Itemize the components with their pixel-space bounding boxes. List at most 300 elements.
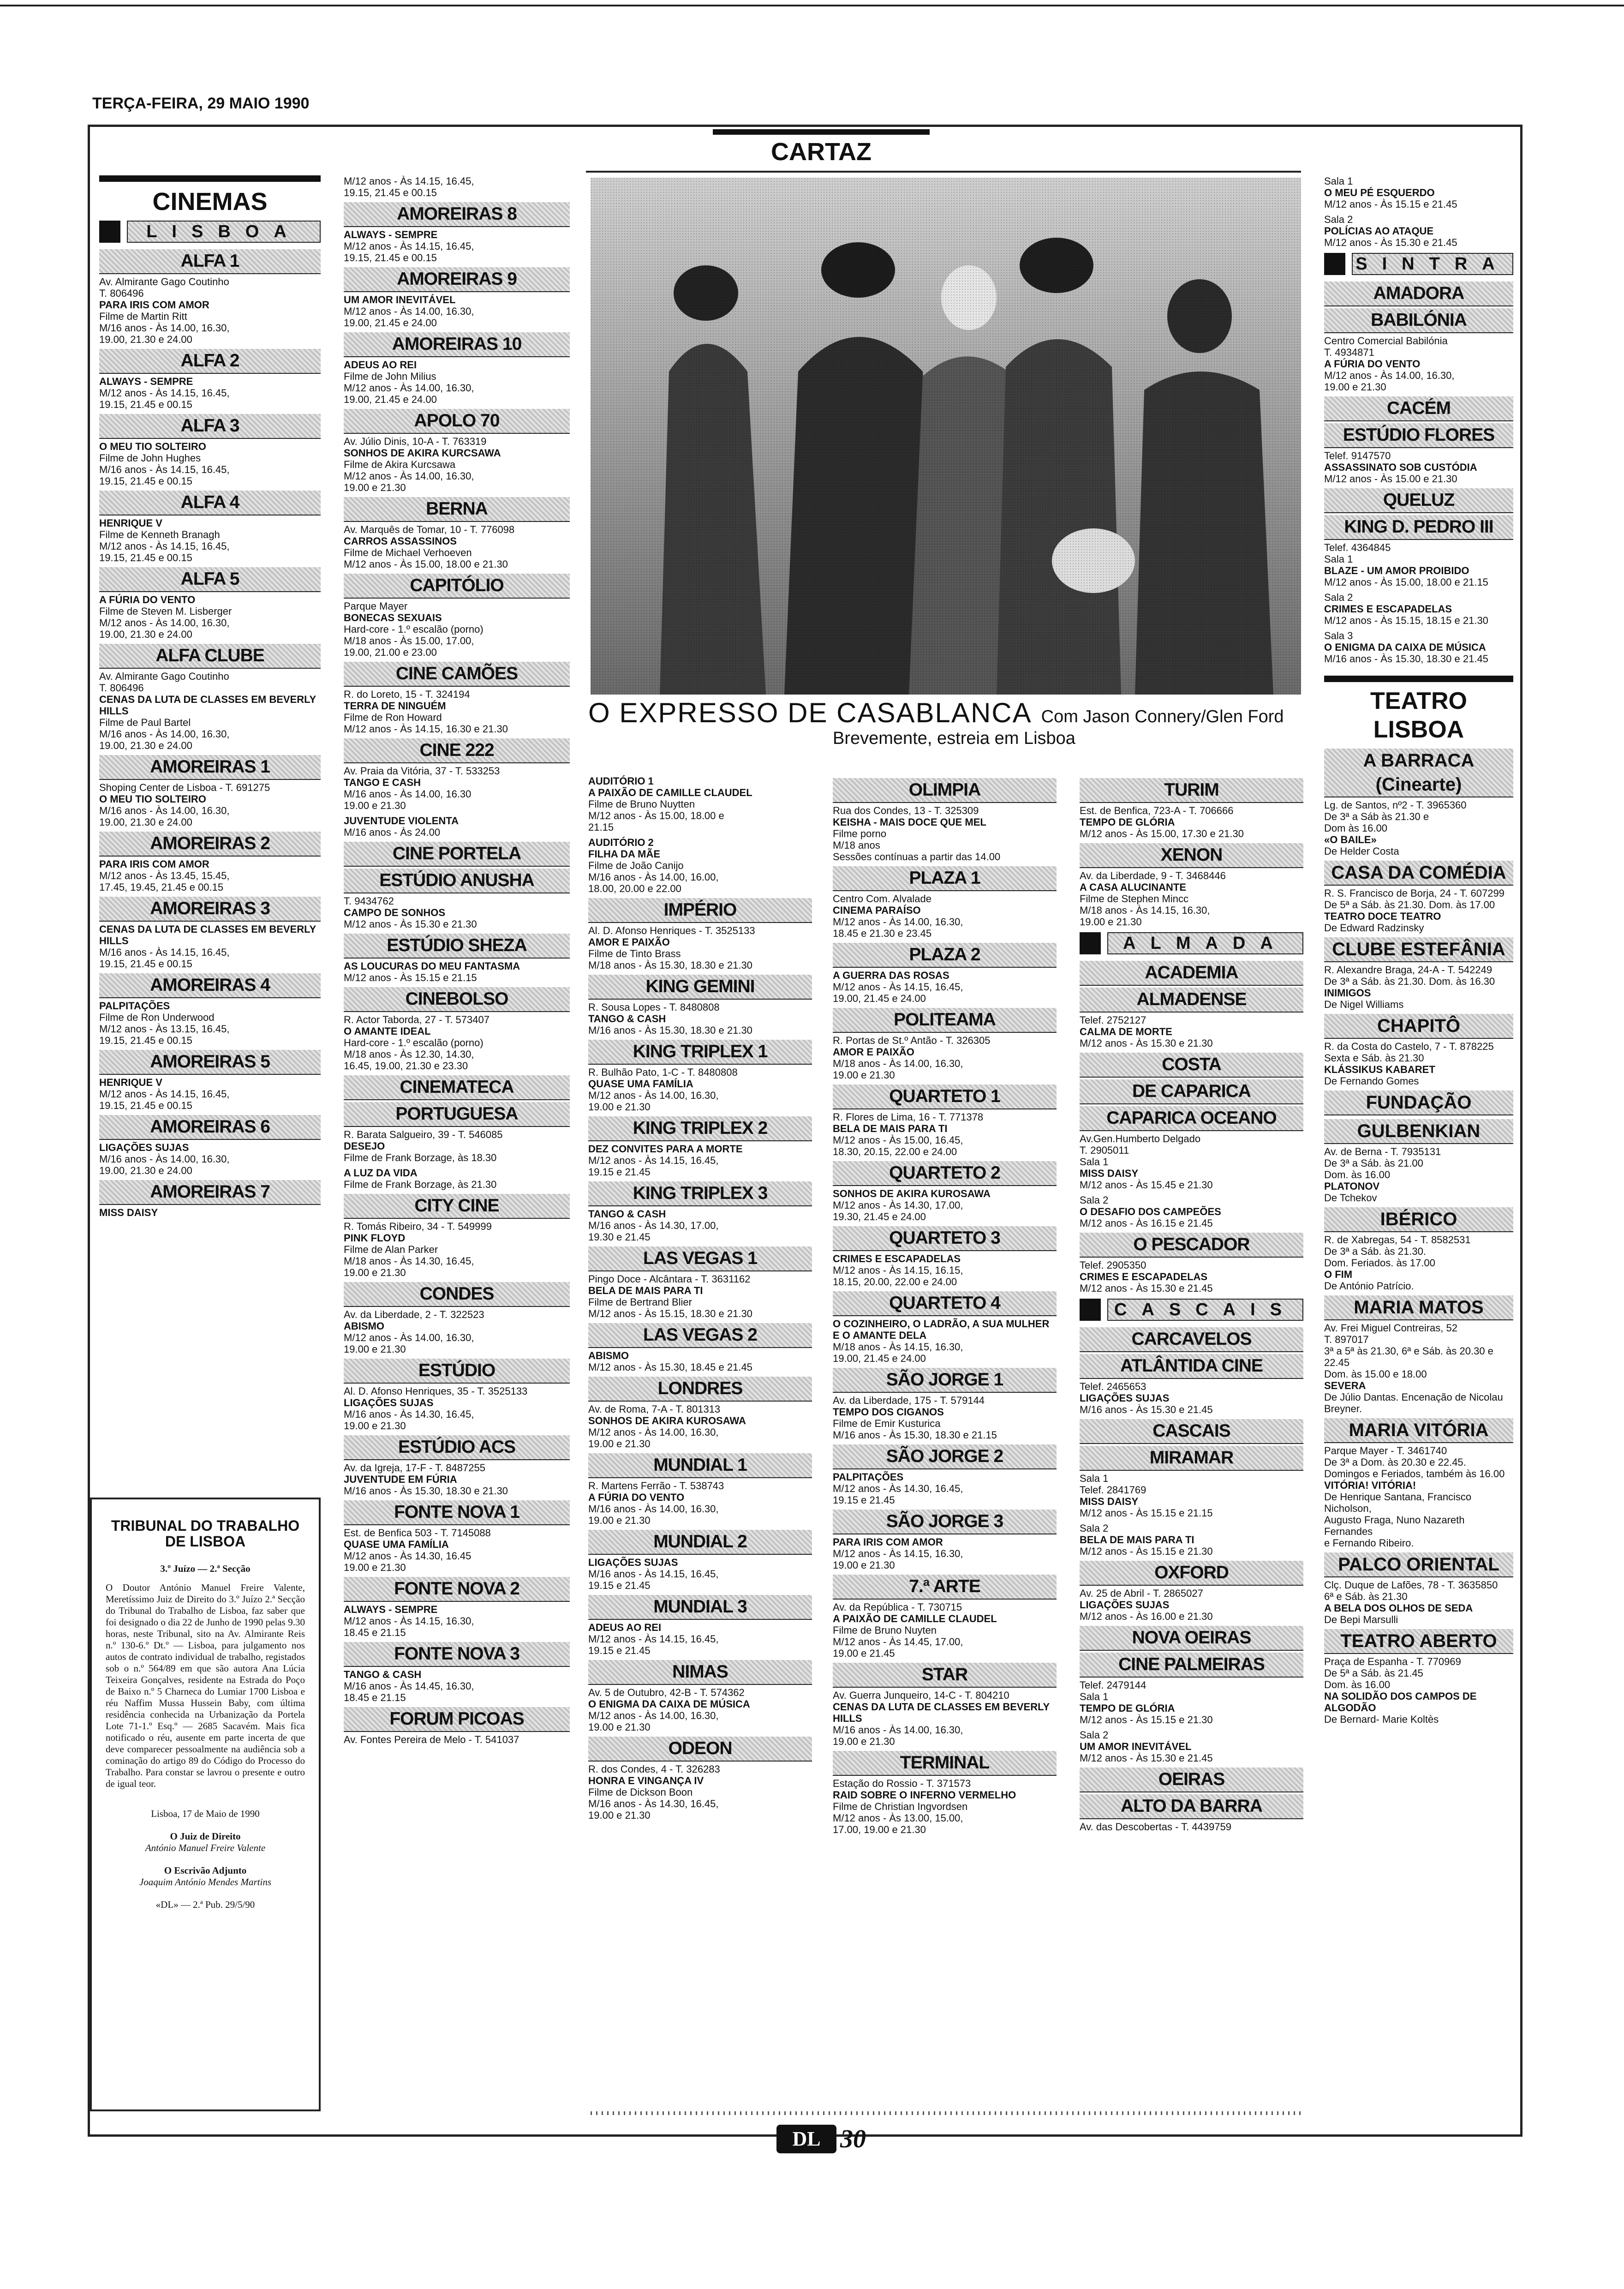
cinema-name: ESTÚDIO ACS: [344, 1435, 570, 1460]
showtimes: Filme de Steven M. Lisberger M/12 anos - Às 14.00, 16.30, 19.00, 21.30 e 24.00: [99, 605, 232, 640]
cinema-name: DE CAPARICA: [1080, 1079, 1303, 1104]
cinema-address: R. Bulhão Pato, 1-C - T. 8480808: [588, 1067, 738, 1078]
cinema-name: NIMAS: [588, 1660, 812, 1685]
listing-entry: [344, 294, 570, 329]
play-title: TEATRO DOCE TEATRO: [1324, 911, 1441, 922]
listing-entry: [344, 229, 570, 264]
cinema-name: KING GEMINI: [588, 975, 812, 1000]
play-title: A BELA DOS OLHOS DE SEDA: [1324, 1602, 1473, 1614]
cinema-name: CITY CINE: [344, 1194, 570, 1219]
listing-entry: [1080, 1014, 1303, 1049]
theatre-address: R. de Xabregas, 54 - T. 8582531 De 3ª a Sáb. às 21.30. Dom. Feriados. às 17.00: [1324, 1234, 1471, 1269]
showtimes: M/12 anos - Às 14.15, 16.45, 19.15, 21.45 e 00.15: [99, 387, 230, 410]
film-title: AMOR E PAIXÃO: [833, 1046, 914, 1058]
theatre-address: Praça de Espanha - T. 770969 De 5ª a Sáb. às 21.45 Dom. às 16.00: [1324, 1656, 1461, 1690]
listing-entry: [99, 671, 321, 751]
cinema-address: Av. Almirante Gago Coutinho T. 806496: [99, 276, 229, 299]
theatre-entry: [1324, 1656, 1513, 1725]
film-title: SONHOS DE AKIRA KUROSAWA: [588, 1415, 746, 1426]
showtimes: M/12 anos - Às 14.00, 16.30, 19.00 e 21.30: [588, 1710, 719, 1733]
listing-entry: [833, 1690, 1057, 1747]
showtimes: M/16 anos - Às 14.15, 16.45, 19.15, 21.45 e 00.15: [99, 947, 230, 970]
cinema-name: ATLÂNTIDA CINE: [1080, 1354, 1303, 1379]
film-title: TEMPO DOS CIGANOS: [833, 1406, 944, 1418]
cinema-name: MUNDIAL 2: [588, 1530, 812, 1555]
listing-entry: [99, 1207, 321, 1218]
notice-subtitle: 3.º Juízo — 2.ª Secção: [160, 1563, 251, 1574]
showtimes: M/16 anos - Às 14.00, 16.30, 19.00 e 21.30: [588, 1503, 719, 1526]
film-title: LIGAÇÕES SUJAS: [344, 1397, 434, 1408]
showtimes: M/12 anos - Às 14.30, 17.00, 19.30, 21.45 e 24.00: [833, 1199, 963, 1222]
publication-ref: «DL» — 2.ª Pub. 29/5/90: [155, 1899, 255, 1910]
clerk-title: O Escrivão Adjunto: [164, 1865, 247, 1876]
theatre-name: A BARRACA (Cinearte): [1324, 749, 1513, 797]
theatre-entry: [1324, 1445, 1513, 1549]
cinema-name: CACÉM: [1324, 396, 1513, 421]
film-title: A FÚRIA DO VENTO: [99, 594, 196, 605]
film-title: MISS DAISY: [1080, 1496, 1139, 1507]
cinema-address: Rua dos Condes, 13 - T. 325309: [833, 805, 979, 816]
listing-entry: [99, 441, 321, 487]
cinema-name: FONTE NOVA 2: [344, 1577, 570, 1602]
listing-entry: [1080, 805, 1303, 839]
listing-entry: [344, 436, 570, 493]
film-title: O MEU PÉ ESQUERDO: [1324, 187, 1435, 198]
showtimes: Filme de Frank Borzage, às 21.30: [344, 1179, 497, 1190]
film-title: KEISHA - MAIS DOCE QUE MEL: [833, 816, 986, 828]
cinema-name: NOVA OEIRAS: [1080, 1626, 1303, 1651]
showtimes: Filme de Stephen Mincc M/18 anos - Às 14.15, 16.30, 19.00 e 21.30: [1080, 893, 1210, 928]
film-title: TANGO & CASH: [344, 1669, 422, 1680]
film-title: BELA DE MAIS PARA TI: [1080, 1534, 1194, 1546]
listing-entry: [344, 1734, 570, 1745]
film-title: ASSASSINATO SOB CUSTÓDIA: [1324, 461, 1477, 473]
film-title: BLAZE - UM AMOR PROIBIDO: [1324, 565, 1469, 576]
cinema-name: SÃO JORGE 3: [833, 1510, 1057, 1534]
listing-entry: [588, 1067, 812, 1113]
listing-entry: [1324, 592, 1513, 626]
listing-entry: [99, 858, 321, 893]
theatre-entry: [1324, 887, 1513, 934]
cinema-address: Parque Mayer: [344, 600, 408, 612]
cinema-name: AMOREIRAS 5: [99, 1050, 321, 1075]
listing-entry: [833, 893, 1057, 939]
play-credit: De Edward Radzinsky: [1324, 922, 1424, 934]
cinema-name: ALFA 5: [99, 567, 321, 592]
cinema-name: MIRAMAR: [1080, 1446, 1303, 1471]
showtimes: M/12 anos - Às 15.15, 18.15 e 21.30: [1324, 615, 1488, 626]
cinema-address: Av. da Igreja, 17-F - T. 8487255: [344, 1462, 485, 1474]
listing-entry: [99, 782, 321, 828]
film-title: MISS DAISY: [99, 1207, 158, 1218]
cinema-name: ACADEMIA: [1080, 961, 1303, 986]
listing-entry: [344, 815, 570, 838]
cinema-name: KING TRIPLEX 2: [588, 1116, 812, 1141]
showtimes: M/12 anos - Às 16.15 e 21.45: [1080, 1217, 1213, 1229]
film-title: TEMPO DE GLÓRIA: [1080, 1702, 1175, 1714]
cinema-address: Av.Gen.Humberto Delgado T. 2905011 Sala 1: [1080, 1133, 1201, 1168]
film-title: CALMA DE MORTE: [1080, 1026, 1172, 1037]
cinema-address: Centro Com. Alvalade: [833, 893, 931, 905]
cinema-address: T. 9434762: [344, 895, 394, 907]
listing-entry: [833, 1601, 1057, 1659]
play-credit: De Júlio Dantas. Encenação de Nicolau Breyner.: [1324, 1391, 1503, 1414]
cinema-address: Est. de Benfica 503 - T. 7145088: [344, 1527, 491, 1539]
listing-entry: [344, 524, 570, 570]
showtimes: M/16 anos - Às 14.30, 17.00, 19.30 e 21.45: [588, 1220, 719, 1243]
cinema-address: Av. das Descobertas - T. 4439759: [1080, 1821, 1231, 1833]
photo-note: Brevemente, estreia em Lisboa: [833, 729, 1075, 748]
listing-entry: [344, 1129, 570, 1163]
film-title: LIGAÇÕES SUJAS: [588, 1557, 678, 1568]
film-title: ABISMO: [344, 1320, 384, 1332]
cinema-name: ESTÚDIO: [344, 1359, 570, 1384]
theatre-name: MARIA VITÓRIA: [1324, 1418, 1513, 1443]
film-title: PARA IRIS COM AMOR: [833, 1536, 943, 1548]
film-title: CENAS DA LUTA DE CLASSES EM BEVERLY HILLS: [99, 923, 316, 947]
theatre-entry: [1324, 1322, 1513, 1414]
showtimes: M/12 anos - Às 14.15, 16.45, 19.15, 21.45 e 00.15: [99, 1088, 230, 1111]
cinema-address: Av. da República - T. 730715: [833, 1601, 962, 1613]
listing-entry: [833, 1395, 1057, 1441]
cinema-name: ALFA 4: [99, 491, 321, 515]
listing-entry: [588, 1143, 812, 1178]
play-credit: De Fernando Gomes: [1324, 1075, 1419, 1087]
theatre-entry: [1324, 1146, 1513, 1204]
showtimes: Filme de Bruno Nuytten M/12 anos - Às 15.00, 18.00 e 21.15: [588, 798, 724, 833]
film-title: PARA IRIS COM AMOR: [99, 858, 209, 870]
cinema-address: Av. 5 de Outubro, 42-B - T. 574362: [588, 1687, 745, 1698]
showtimes: Filme de Frank Borzage, às 18.30: [344, 1152, 497, 1163]
listing-entry: [588, 1557, 812, 1591]
film-title: A FÚRIA DO VENTO: [588, 1492, 685, 1503]
legal-notice: [90, 1498, 321, 2111]
showtimes: M/12 anos - Às 14.15, 16.45, 19.15 e 21.45: [588, 1155, 719, 1178]
city-header-sintra: [1324, 253, 1513, 275]
teatro-title: TEATRO: [1370, 688, 1467, 714]
cinema-name: PLAZA 2: [833, 943, 1057, 968]
cinema-name: FORUM PICOAS: [344, 1707, 570, 1732]
notice-title: TRIBUNAL DO TRABALHO DE LISBOA: [111, 1517, 300, 1550]
column-lisboa-3: [588, 775, 812, 1975]
listing-entry: [1080, 1473, 1303, 1519]
play-credit: De Helder Costa: [1324, 845, 1399, 857]
cinema-name: CINE PALMEIRAS: [1080, 1653, 1303, 1678]
listing-entry: [588, 925, 812, 971]
film-title: PALPITAÇÕES: [833, 1471, 904, 1483]
play-credit: De Tchekov: [1324, 1192, 1377, 1204]
top-rule: [0, 0, 1624, 6]
cinema-name: ALFA 3: [99, 414, 321, 439]
listing-entry: [833, 805, 1057, 863]
listing-entry: [344, 600, 570, 658]
column-6: [1324, 175, 1513, 2100]
film-title: ADEUS AO REI: [344, 359, 417, 371]
cinema-address: Telef. 4364845 Sala 1: [1324, 542, 1391, 565]
cinema-name: OXFORD: [1080, 1561, 1303, 1586]
listing-entry: [344, 175, 570, 198]
cinema-address: Estação do Rossio - T. 371573: [833, 1778, 971, 1789]
film-title: HENRIQUE V: [99, 1077, 162, 1088]
film-title: UM AMOR INEVITÁVEL: [344, 294, 456, 306]
film-title: O COZINHEIRO, O LADRÃO, A SUA MULHER E O AMANTE DELA: [833, 1318, 1050, 1341]
cinema-name: AMOREIRAS 9: [344, 267, 570, 292]
showtimes: Filme de Christian Ingvordsen M/12 anos - Às 13.00, 15.00, 17.00, 19.00 e 21.30: [833, 1801, 968, 1835]
listing-entry: [344, 1527, 570, 1573]
listing-entry: [344, 1385, 570, 1432]
listing-entry: [344, 1669, 570, 1703]
cinema-address: Al. D. Afonso Henriques - T. 3525133: [588, 925, 755, 936]
film-title: JUVENTUDE VIOLENTA: [344, 815, 459, 827]
showtimes: Filme de Bertrand Blier M/12 anos - Às 15.15, 18.30 e 21.30: [588, 1296, 752, 1319]
play-credit: De Bernard- Marie Koltès: [1324, 1714, 1439, 1725]
film-title: RAID SOBRE O INFERNO VERMELHO: [833, 1789, 1016, 1801]
photo-caption: [588, 697, 1303, 766]
cinema-name: PORTUGUESA: [344, 1102, 570, 1127]
cinema-address: Av. de Roma, 7-A - T. 801313: [588, 1403, 721, 1415]
showtimes: M/12 anos - Às 14.00, 16.30, 19.00, 21.45 e 24.00: [344, 306, 474, 329]
film-title: TANGO & CASH: [588, 1013, 666, 1025]
cinema-address: Telef. 2479144 Sala 1: [1080, 1679, 1146, 1702]
showtimes: M/16 anos - Às 14.00, 16.30 19.00 e 21.30: [344, 788, 472, 811]
film-title: AMOR E PAIXÃO: [588, 936, 670, 948]
showtimes: Filme de Kenneth Branagh M/12 anos - Às 14.15, 16.45, 19.15, 21.45 e 00.15: [99, 529, 230, 563]
cinema-name: QUARTETO 3: [833, 1226, 1057, 1251]
showtimes: Filme de Paul Bartel M/16 anos - Às 14.00, 16.30, 19.00, 21.30 e 24.00: [99, 717, 230, 751]
showtimes: M/12 anos - Às 15.00 e 21.30: [1324, 473, 1457, 485]
cinema-address: Sala 1: [1324, 175, 1353, 187]
cinema-name: MUNDIAL 3: [588, 1595, 812, 1620]
listing-entry: [1324, 214, 1513, 248]
film-title: CRIMES E ESCAPADELAS: [1080, 1271, 1208, 1282]
showtimes: Filme de Akira Kurcsawa M/12 anos - Às 14.00, 16.30, 19.00 e 21.30: [344, 459, 474, 493]
showtimes: M/12 anos - Às 14.15, 16.45, 19.15 e 21.45: [588, 1633, 719, 1656]
cinemas-header: [99, 175, 321, 216]
theatre-address: Lg. de Santos, nº2 - T. 3965360 De 3ª a Sáb às 21.30 e Dom às 16.00: [1324, 799, 1467, 834]
cinema-address: Sala 2: [1324, 592, 1353, 603]
cinema-name: ALFA 1: [99, 249, 321, 274]
theatre-entry: [1324, 1041, 1513, 1087]
listing-entry: [1080, 1588, 1303, 1622]
showtimes: Filme porno M/18 anos Sessões contínuas a partir das 14.00: [833, 828, 1001, 863]
listing-entry: [1080, 1821, 1303, 1833]
film-title: ABISMO: [588, 1350, 629, 1361]
film-title: UM AMOR INEVITÁVEL: [1080, 1741, 1192, 1752]
showtimes: M/12 anos - Às 15.00, 16.45, 18.30, 20.15, 22.00 e 24.00: [833, 1134, 963, 1157]
film-title: A GUERRA DAS ROSAS: [833, 970, 949, 981]
cinema-name: OEIRAS: [1080, 1768, 1303, 1792]
cinema-name: CINE 222: [344, 738, 570, 763]
cinema-name: TURIM: [1080, 778, 1303, 803]
cinema-name: 7.ª ARTE: [833, 1575, 1057, 1600]
dotted-rule: [591, 2111, 1301, 2115]
theatre-address: Clç. Duque de Lafões, 78 - T. 3635850 6ª e Sáb. às 21.30: [1324, 1579, 1498, 1602]
cinema-name: COSTA: [1080, 1053, 1303, 1078]
listing-entry: [833, 1536, 1057, 1571]
showtimes: M/16 anos - Às 15.30, 18.30 e 21.30: [344, 1485, 508, 1497]
theatre-address: Av. de Berna - T. 7935131 De 3ª a Sáb. às 21.00 Dom. às 16.00: [1324, 1146, 1441, 1180]
film-title: LIGAÇÕES SUJAS: [1080, 1599, 1170, 1611]
cinema-address: R. Flores de Lima, 16 - T. 771378: [833, 1111, 984, 1123]
showtimes: M/16 anos - Às 15.30, 18.30 e 21.45: [1324, 653, 1488, 665]
film-title: A LUZ DA VIDA: [344, 1167, 418, 1179]
film-title: ALWAYS - SEMPRE: [344, 1604, 438, 1615]
film-title: PALPITAÇÕES: [99, 1000, 170, 1012]
film-title: SONHOS DE AKIRA KUROSAWA: [833, 1188, 991, 1199]
cinema-name: AMOREIRAS 8: [344, 202, 570, 227]
showtimes: Filme de John Milius M/12 anos - Às 14.00, 16.30, 19.00, 21.45 e 24.00: [344, 371, 474, 405]
section-title: CARTAZ: [713, 129, 930, 166]
showtimes: M/12 anos - Às 15.45 e 21.30: [1080, 1179, 1213, 1191]
showtimes: M/16 anos - Às 14.45, 16.30, 18.45 e 21.15: [344, 1680, 474, 1703]
showtimes: Filme de Alan Parker M/18 anos - Às 14.30, 16.45, 19.00 e 21.30: [344, 1244, 474, 1278]
cinema-address: Av. Guerra Junqueiro, 14-C - T. 804210: [833, 1690, 1009, 1701]
film-title: A FÚRIA DO VENTO: [1324, 358, 1421, 370]
showtimes: M/16 anos - Às 24.00: [344, 827, 441, 838]
teatro-header: [1324, 676, 1513, 744]
cinema-name: QUARTETO 2: [833, 1161, 1057, 1186]
cinema-name: AMOREIRAS 3: [99, 897, 321, 922]
listing-entry: [344, 1604, 570, 1638]
cinema-name: ALFA 2: [99, 349, 321, 374]
cinema-name: ODEON: [588, 1737, 812, 1762]
film-title: CRIMES E ESCAPADELAS: [833, 1253, 961, 1264]
cinema-name: AMOREIRAS 6: [99, 1115, 321, 1140]
cinema-address: R. do Loreto, 15 - T. 324194: [344, 689, 470, 700]
cinema-name: LAS VEGAS 1: [588, 1246, 812, 1271]
film-title: AS LOUCURAS DO MEU FANTASMA: [344, 960, 520, 972]
listing-entry: [99, 594, 321, 640]
showtimes: Filme de João Canijo M/16 anos - Às 14.00, 16.00, 18.00, 20.00 e 22.00: [588, 860, 719, 894]
cinema-name: CONDES: [344, 1282, 570, 1307]
showtimes: M/16 anos - Às 14.00, 16.30, 19.00 e 21.30: [833, 1724, 963, 1747]
listing-entry: [1324, 450, 1513, 485]
theatre-name: CASA DA COMÉDIA: [1324, 861, 1513, 886]
showtimes: M/18 anos - Às 14.00, 16.30, 19.00 e 21.30: [833, 1058, 963, 1081]
film-title: BELA DE MAIS PARA TI: [588, 1285, 703, 1296]
cinema-address: Av. da Liberdade, 175 - T. 579144: [833, 1395, 985, 1406]
film-photo: [591, 178, 1301, 695]
cinema-address: Av. Praia da Vitória, 37 - T. 533253: [344, 765, 500, 777]
showtimes: M/12 anos - Às 15.30 e 21.30: [1080, 1037, 1213, 1049]
listing-entry: [1080, 1522, 1303, 1557]
showtimes: M/12 anos - Às 14.00, 16.30, 19.00 e 21.30: [588, 1090, 719, 1113]
theatre-name: IBÉRICO: [1324, 1207, 1513, 1232]
listing-entry: [344, 1221, 570, 1278]
theatre-address: Av. Frei Miguel Contreiras, 52 T. 897017 3ª a 5ª às 21.30, 6ª e Sáb. às 20.30 e 22.45 Dom. às 15.00 e 18.00: [1324, 1322, 1493, 1380]
showtimes: M/16 anos - Às 14.00, 16.30, 19.00, 21.30 e 24.00: [99, 805, 230, 828]
showtimes: Filme de Bruno Nuyten M/12 anos - Às 14.45, 17.00, 19.00 e 21.45: [833, 1624, 963, 1659]
cinema-address: R. dos Condes, 4 - T. 326283: [588, 1763, 720, 1775]
listing-entry: [833, 1778, 1057, 1835]
showtimes: M/12 anos - Às 15.15 e 21.30: [1080, 1714, 1213, 1726]
play-credit: De António Patrício.: [1324, 1280, 1414, 1292]
showtimes: M/12 anos - Às 14.00, 16.30, 18.45 e 21.30 e 23.45: [833, 916, 963, 939]
cinema-address: Est. de Benfica, 723-A - T. 706666: [1080, 805, 1234, 816]
cinema-address: Sala 2: [1080, 1729, 1109, 1741]
cinema-name: SÃO JORGE 1: [833, 1368, 1057, 1393]
listing-entry: [833, 1035, 1057, 1081]
showtimes: M/18 anos - Às 14.15, 16.30, 19.00, 21.45 e 24.00: [833, 1341, 963, 1364]
cinema-name: FONTE NOVA 1: [344, 1500, 570, 1525]
film-title: BONECAS SEXUAIS: [344, 612, 442, 623]
listing-entry: [344, 960, 570, 983]
column-5: [1080, 775, 1303, 1975]
cinema-address: R. Actor Taborda, 27 - T. 573407: [344, 1014, 490, 1025]
showtimes: M/12 anos - Às 15.00, 18.00 e 21.15: [1324, 576, 1488, 588]
cinema-name: CINEBOLSO: [344, 987, 570, 1012]
showtimes: M/12 anos - Às 14.00, 16.30, 19.00 e 21.30: [588, 1426, 719, 1450]
theatre-entry: [1324, 1579, 1513, 1625]
listing-entry: [344, 689, 570, 735]
cinema-name: O PESCADOR: [1080, 1233, 1303, 1258]
column-lisboa-4: [833, 775, 1057, 1975]
theatre-name: FUNDAÇÃO: [1324, 1091, 1513, 1115]
film-title: PARA IRIS COM AMOR: [99, 299, 209, 311]
play-title: INIMIGOS: [1324, 987, 1371, 999]
theatre-name: TEATRO ABERTO: [1324, 1629, 1513, 1654]
film-title: O MEU TIO SOLTEIRO: [99, 441, 206, 452]
play-title: NA SOLIDÃO DOS CAMPOS DE ALGODÃO: [1324, 1690, 1477, 1714]
showtimes: M/16 anos - Às 15.30, 18.30 e 21.30: [588, 1025, 752, 1036]
cinema-address: Al. D. Afonso Henriques, 35 - T. 3525133: [344, 1385, 528, 1397]
film-title: JUVENTUDE EM FÚRIA: [344, 1474, 457, 1485]
theatre-entry: [1324, 799, 1513, 857]
listing-entry: [1324, 542, 1513, 588]
cinema-address: Telef. 2465653: [1080, 1381, 1146, 1392]
cinema-address: R. Martens Ferrão - T. 538743: [588, 1480, 724, 1492]
showtimes: M/16 anos - Às 14.00, 16.30, 19.00, 21.30 e 24.00: [99, 1153, 230, 1176]
listing-entry: [588, 1001, 812, 1036]
film-title: O MEU TIO SOLTEIRO: [99, 793, 206, 805]
theatre-address: R. da Costa do Castelo, 7 - T. 878225 Sexta e Sáb. às 21.30: [1324, 1041, 1494, 1064]
listing-entry: [833, 970, 1057, 1004]
cinema-name: ESTÚDIO ANUSHA: [344, 869, 570, 893]
showtimes: Filme de Michael Verhoeven M/12 anos - Às 15.00, 18.00 e 21.30: [344, 547, 508, 570]
listing-entry: [833, 1111, 1057, 1157]
cinema-name: ALFA CLUBE: [99, 644, 321, 669]
cinema-name: AMADORA: [1324, 282, 1513, 306]
cinema-name: ALMADENSE: [1080, 988, 1303, 1013]
dl-logo: DL: [776, 2125, 836, 2153]
film-title: HONRA E VINGANÇA IV: [588, 1775, 704, 1786]
showtimes: M/12 anos - Às 16.00 e 21.30: [1080, 1611, 1213, 1622]
showtimes: M/16 anos - Às 14.15, 16.45, 19.15 e 21.45: [588, 1568, 719, 1591]
listing-entry: [1080, 870, 1303, 928]
film-title: O ENIGMA DA CAIXA DE MÚSICA: [1324, 641, 1486, 653]
cinema-name: AMOREIRAS 10: [344, 332, 570, 357]
listing-entry: [833, 1318, 1057, 1364]
listing-entry: [833, 1188, 1057, 1222]
cinema-address: Av. da Liberdade, 2 - T. 322523: [344, 1309, 484, 1320]
screen-label: AUDITÓRIO 1: [588, 775, 654, 787]
cinema-name: FONTE NOVA 3: [344, 1642, 570, 1667]
listing-entry: [588, 775, 812, 833]
cinema-name: STAR: [833, 1663, 1057, 1688]
theatre-name: PALCO ORIENTAL: [1324, 1552, 1513, 1577]
listing-entry: [344, 1014, 570, 1072]
showtimes: M/12 anos - Às 15.30 e 21.45: [1080, 1282, 1213, 1294]
film-title: O AMANTE IDEAL: [344, 1025, 431, 1037]
film-title: O DESAFIO DOS CAMPEÕES: [1080, 1206, 1221, 1217]
showtimes: Filme de Emir Kusturica M/16 anos - Às 15.30, 18.30 e 21.15: [833, 1418, 997, 1441]
theatre-address: R. S. Francisco de Borja, 24 - T. 607299 De 5ª a Sáb. às 21.30. Dom. às 17.00: [1324, 887, 1505, 911]
cinema-address: Av. 25 de Abril - T. 2865027: [1080, 1588, 1203, 1599]
page-footer: [757, 2123, 886, 2155]
listing-entry: [588, 1480, 812, 1526]
film-title: PINK FLOYD: [344, 1232, 406, 1244]
play-credit: De Nigel Williams: [1324, 999, 1404, 1010]
